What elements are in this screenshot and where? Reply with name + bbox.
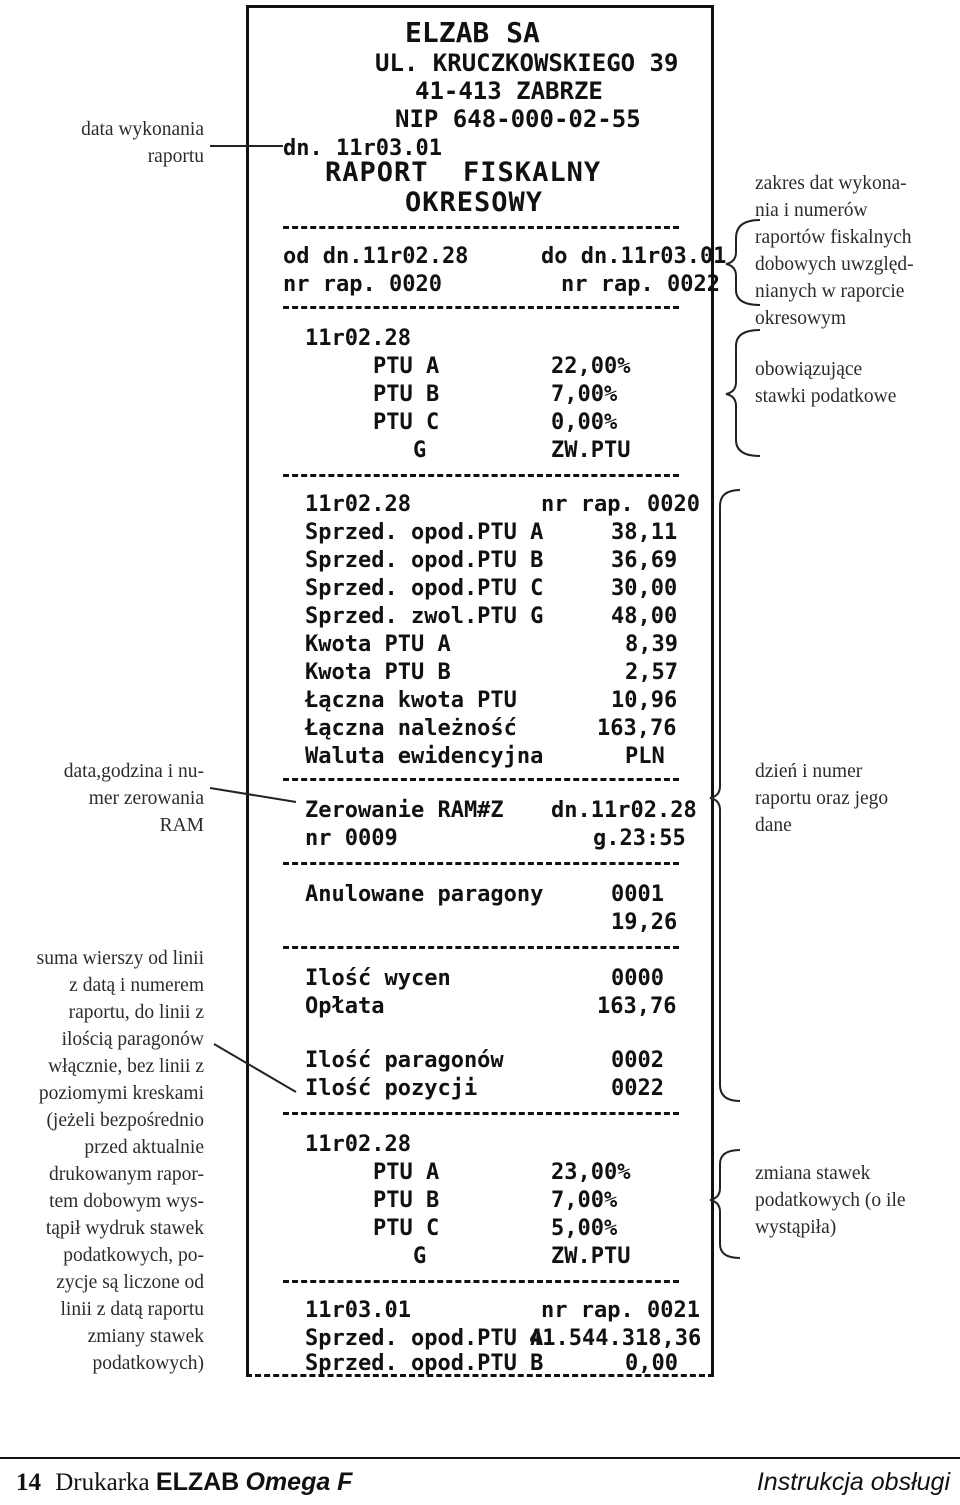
- rates2-date: 11r02.28: [305, 1132, 411, 1157]
- receipt-title: RAPORT FISKALNY: [325, 157, 602, 188]
- annotation-line: zakres dat wykona-: [755, 173, 907, 194]
- canceled-label: Anulowane paragony: [305, 882, 544, 907]
- footer-rule: [0, 1457, 960, 1459]
- annotation-line: dane: [755, 815, 792, 836]
- annotation-line: obowiązujące: [755, 359, 863, 380]
- annotation-line: z datą i numerem: [69, 975, 204, 996]
- receipt-company: ELZAB SA: [405, 16, 540, 49]
- annotation-line: podatkowych (o ile: [755, 1190, 906, 1211]
- ram-nr: nr 0009: [305, 826, 398, 851]
- daily-date: 11r02.28: [305, 492, 411, 517]
- daily-label: Sprzed. zwol.PTU G: [305, 604, 544, 629]
- annotation-line: okresowym: [755, 308, 846, 329]
- range-to-date: do dn.11r03.01: [541, 244, 727, 269]
- rate-label: PTU C: [373, 1216, 440, 1241]
- daily-label: Sprzed. opod.PTU B: [305, 1351, 544, 1376]
- pointer-line: [214, 1044, 296, 1092]
- rate-label: G: [413, 1244, 427, 1269]
- annotation-line: wystąpiła): [755, 1217, 837, 1238]
- daily-value: 8,39: [625, 632, 678, 657]
- annotation-line: ilością paragonów: [61, 1029, 204, 1050]
- annotation-line: zmiany stawek: [87, 1326, 204, 1347]
- receipt-street: UL. KRUCZKOWSKIEGO 39: [375, 49, 679, 77]
- annotation-line: nia i numerów: [755, 200, 868, 221]
- daily-label: Sprzed. opod.PTU A: [305, 1326, 544, 1351]
- daily-value: 0,00: [625, 1351, 678, 1376]
- annotation-line: tem dobowym wys-: [49, 1191, 204, 1212]
- brace: [710, 490, 740, 1101]
- annotation-line: tąpił wydruk stawek: [45, 1218, 204, 1239]
- annotation-line: mer zerowania: [88, 788, 204, 809]
- brace: [726, 220, 760, 305]
- annotation-line: raportu oraz jego: [755, 788, 889, 809]
- rate-value: 7,00%: [551, 1188, 618, 1213]
- brand: ELZAB: [155, 1468, 240, 1496]
- receipt-city: 41-413 ZABRZE: [415, 77, 603, 105]
- rate-label: PTU C: [373, 410, 440, 435]
- annotation-line: suma wierszy od linii: [36, 948, 204, 969]
- daily-label: Sprzed. opod.PTU A: [305, 520, 544, 545]
- daily-label: Kwota PTU B: [305, 660, 451, 685]
- model: Omega F: [245, 1468, 353, 1496]
- ram-label: Zerowanie RAM#Z: [305, 798, 504, 823]
- rate-label: PTU B: [373, 382, 440, 407]
- daily-label: Kwota PTU A: [305, 632, 451, 657]
- product-prefix: Drukarka: [55, 1469, 150, 1496]
- rate-value: 7,00%: [551, 382, 618, 407]
- receipt-nip: NIP 648-000-02-55: [395, 105, 641, 133]
- daily-value: 41.544.318,36: [529, 1326, 702, 1351]
- daily-label: Sprzed. opod.PTU B: [305, 548, 544, 573]
- annotation-line: podatkowych): [92, 1353, 204, 1374]
- receipts-value: 0002: [611, 1048, 664, 1073]
- annotation-line: (jeżeli bezpośrednio: [46, 1110, 204, 1131]
- daily-value: 36,69: [611, 548, 678, 573]
- annotation-line: zycje są liczone od: [56, 1272, 204, 1293]
- annotation-line: dzień i numer: [755, 761, 863, 782]
- rate-label: PTU A: [373, 1160, 440, 1185]
- annotation-line: włącznie, bez linii z: [48, 1056, 204, 1077]
- daily2-nr: nr rap. 0021: [541, 1298, 700, 1323]
- annotation-line: data wykonania: [81, 119, 204, 140]
- fee-value: 163,76: [597, 994, 677, 1019]
- rate-value: 5,00%: [551, 1216, 618, 1241]
- prices-label: Ilość wycen: [305, 966, 451, 991]
- brace: [726, 330, 760, 456]
- annotation-line: raportu: [147, 146, 204, 167]
- daily-label: Waluta ewidencyjna: [305, 744, 544, 769]
- daily-value: 10,96: [611, 688, 678, 713]
- daily-value: 38,11: [611, 520, 678, 545]
- rate-value: 23,00%: [551, 1160, 631, 1185]
- annotation-line: raportu, do linii z: [68, 1002, 204, 1023]
- brace: [710, 1150, 740, 1258]
- daily-value: 2,57: [625, 660, 678, 685]
- daily2-date: 11r03.01: [305, 1298, 411, 1323]
- pointer-line: [210, 788, 296, 802]
- annotation-line: dobowych uwzględ-: [755, 254, 914, 275]
- rate-value: 0,00%: [551, 410, 618, 435]
- page-number: 14: [16, 1469, 41, 1496]
- annotation-line: linii z datą raportu: [60, 1299, 204, 1320]
- annotation-line: RAM: [159, 815, 204, 836]
- range-from-date: od dn.11r02.28: [283, 244, 469, 269]
- range-from-nr: nr rap. 0020: [283, 272, 442, 297]
- receipts-label: Ilość paragonów: [305, 1048, 504, 1073]
- daily-value: PLN: [625, 744, 665, 769]
- daily-label: Łączna należność: [305, 716, 517, 741]
- rate-label: PTU A: [373, 354, 440, 379]
- range-to-nr: nr rap. 0022: [561, 272, 720, 297]
- rate-value: ZW.PTU: [551, 438, 631, 463]
- daily-label: Sprzed. opod.PTU C: [305, 576, 544, 601]
- annotation-line: przed aktualnie: [84, 1137, 204, 1158]
- canceled-amount: 19,26: [611, 910, 678, 935]
- annotation-line: podatkowych, po-: [63, 1245, 204, 1266]
- annotation-line: poziomymi kreskami: [38, 1083, 204, 1104]
- footer-left: [16, 1468, 352, 1497]
- annotation-line: raportów fiskalnych: [755, 227, 912, 248]
- annotation-line: nianych w raporcie: [755, 281, 905, 302]
- positions-value: 0022: [611, 1076, 664, 1101]
- fee-label: Opłata: [305, 994, 385, 1019]
- receipt-date: dn. 11r03.01: [283, 136, 442, 161]
- daily-value: 163,76: [597, 716, 677, 741]
- annotation-line: stawki podatkowe: [755, 386, 897, 407]
- annotation-line: drukowanym rapor-: [48, 1164, 204, 1185]
- annotation-line: data,godzina i nu-: [63, 761, 204, 782]
- prices-value: 0000: [611, 966, 664, 991]
- rate-label: PTU B: [373, 1188, 440, 1213]
- annotation-line: zmiana stawek: [755, 1163, 871, 1184]
- daily-label: Łączna kwota PTU: [305, 688, 517, 713]
- daily-value: 30,00: [611, 576, 678, 601]
- rate-value: ZW.PTU: [551, 1244, 631, 1269]
- daily-nr: nr rap. 0020: [541, 492, 700, 517]
- rate-value: 22,00%: [551, 354, 631, 379]
- canceled-count: 0001: [611, 882, 664, 907]
- ram-date: dn.11r02.28: [551, 798, 697, 823]
- receipt-subtitle: OKRESOWY: [405, 187, 544, 218]
- daily-value: 48,00: [611, 604, 678, 629]
- positions-label: Ilość pozycji: [305, 1076, 478, 1101]
- footer-right: Instrukcja obsługi: [756, 1468, 950, 1496]
- rate-label: G: [413, 438, 427, 463]
- rates-date: 11r02.28: [305, 326, 411, 351]
- ram-time: g.23:55: [593, 826, 686, 851]
